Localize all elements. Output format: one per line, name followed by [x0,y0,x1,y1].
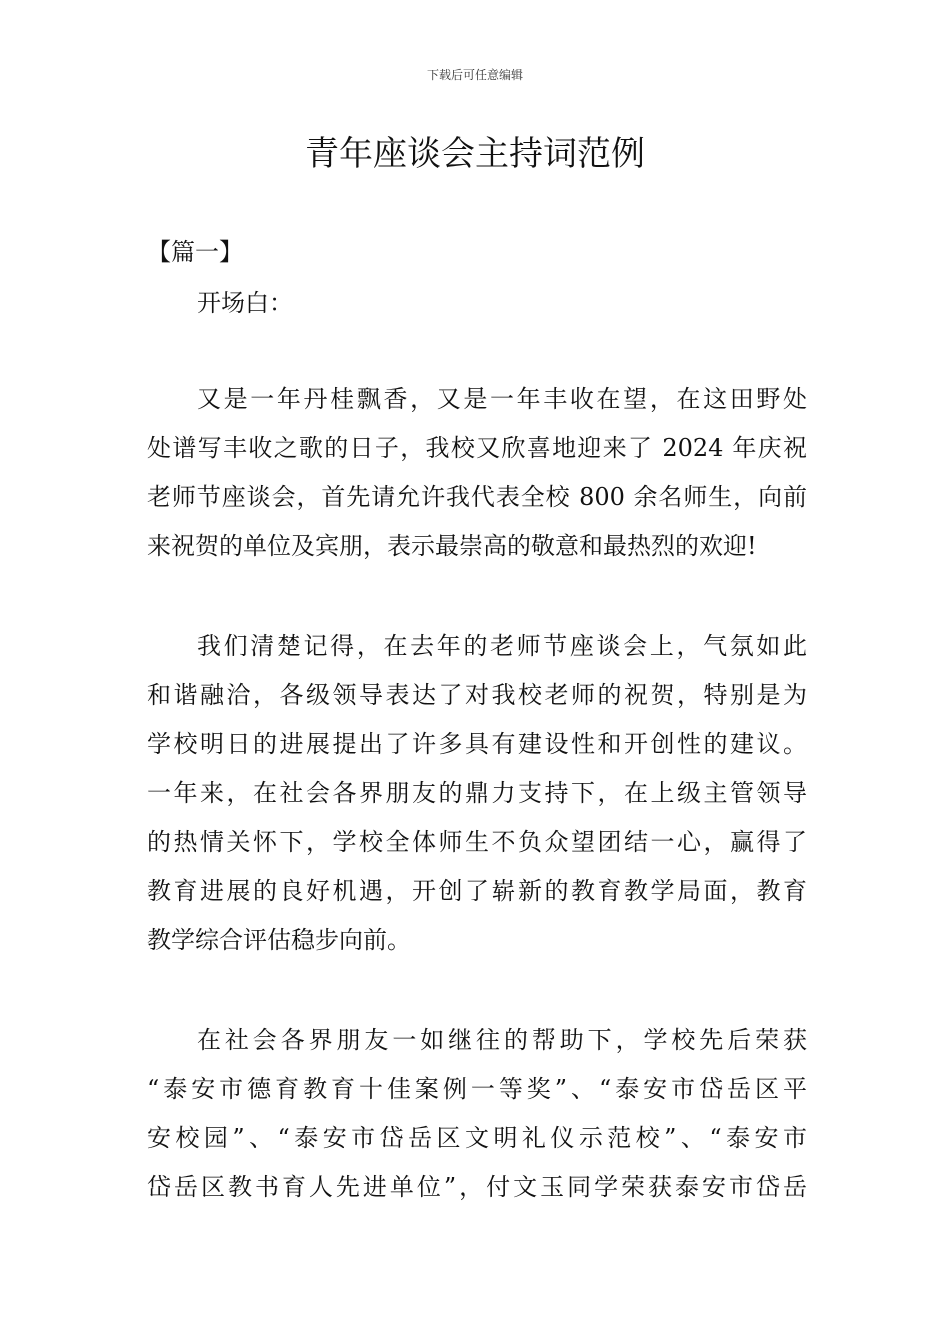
paragraph-2 [147,622,807,965]
paragraph-line: 又是一年丹桂飘香，又是一年丰收在望，在这田野处 [197,385,807,413]
paragraph-line: 老师节座谈会，首先请允许我代表全校 800 余名师生，向前 [147,483,807,511]
paragraph-line: 来祝贺的单位及宾朋，表示最崇高的敬意和最热烈的欢迎! [147,532,757,560]
page-header-note: 下载后可任意编辑 [426,68,523,82]
paragraph-line: 一年来，在社会各界朋友的鼎力支持下，在上级主管领导 [147,779,807,807]
paragraph-line: 学校明日的进展提出了许多具有建设性和开创性的建议。 [147,730,807,758]
paragraph-line: 岱岳区教书育人先进单位”，付文玉同学荣获泰安市岱岳 [147,1173,807,1201]
section-label: 【篇一】 [147,238,243,266]
paragraph-line: 教学综合评估稳步向前。 [147,926,411,954]
paragraph-line: 我们清楚记得，在去年的老师节座谈会上，气氛如此 [197,632,807,660]
paragraph-3 [147,1016,807,1212]
paragraph-line: 在社会各界朋友一如继往的帮助下，学校先后荣获 [197,1026,807,1054]
subheading-opening-remarks: 开场白： [197,289,293,317]
paragraph-1 [147,375,807,571]
paragraph-line: 的热情关怀下，学校全体师生不负众望团结一心，赢得了 [147,828,807,856]
paragraph-line: 教育进展的良好机遇，开创了崭新的教育教学局面，教育 [147,877,807,905]
paragraph-line: 安校园”、“泰安市岱岳区文明礼仪示范校”、“泰安市 [147,1124,807,1152]
paragraph-line: “泰安市德育教育十佳案例一等奖”、“泰安市岱岳区平 [147,1075,807,1103]
paragraph-line: 处谱写丰收之歌的日子，我校又欣喜地迎来了 2024 年庆祝 [147,434,807,462]
document-title: 青年座谈会主持词范例 [305,134,645,174]
paragraph-line: 和谐融洽，各级领导表达了对我校老师的祝贺，特别是为 [147,681,807,709]
